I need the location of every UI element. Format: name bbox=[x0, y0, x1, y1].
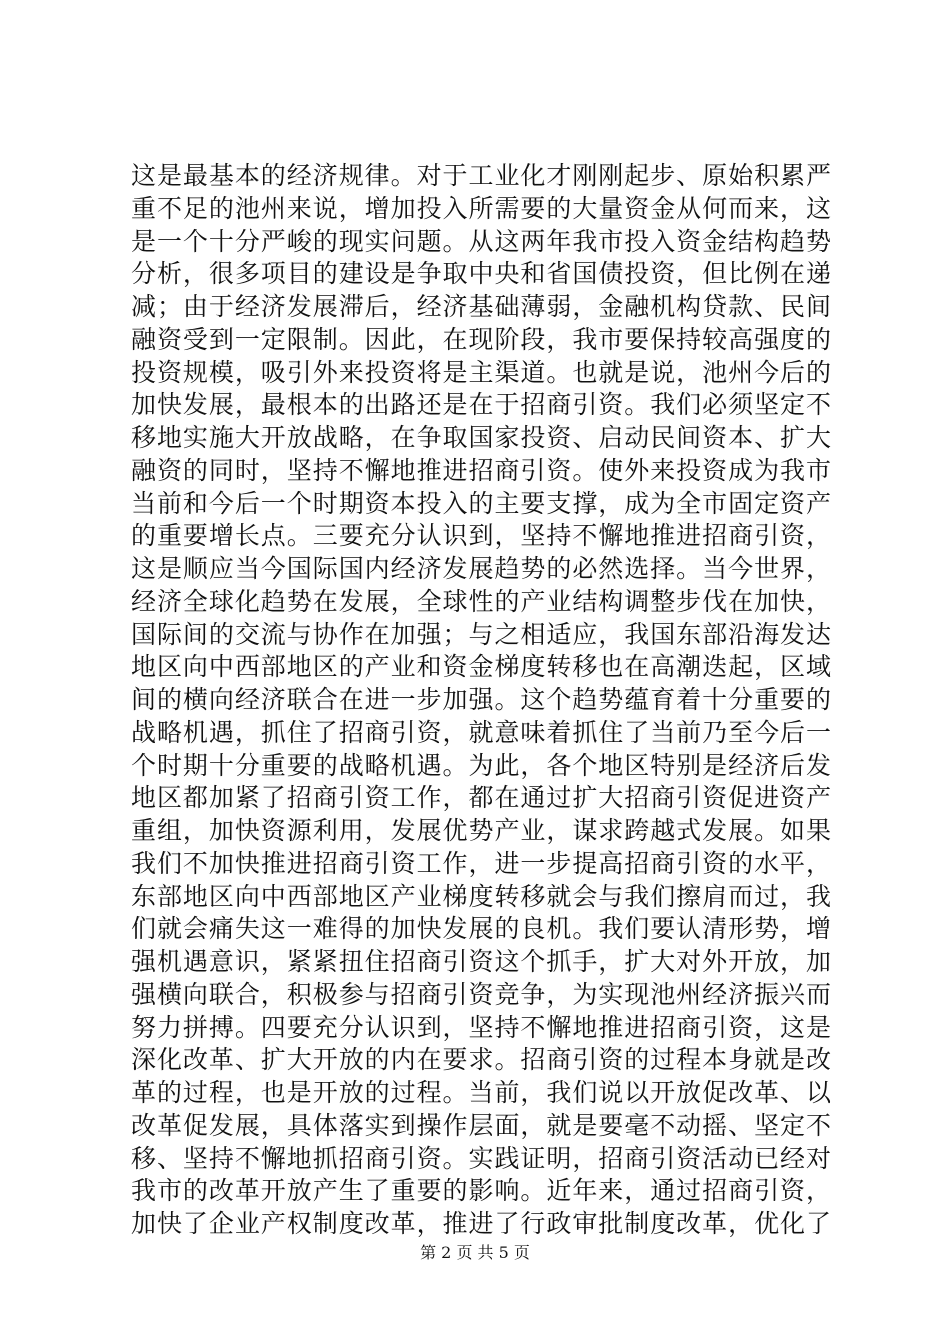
text-line: 加快发展，最根本的出路还是在于招商引资。我们必须坚定不 bbox=[131, 390, 831, 420]
text-line: 战略机遇，抓住了招商引资，就意味着抓住了当前乃至今后一 bbox=[131, 717, 831, 747]
text-line: 改革促发展，具体落实到操作层面，就是要毫不动摇、坚定不 bbox=[131, 1110, 831, 1140]
text-line: 加快了企业产权制度改革，推进了行政审批制度改革，优化了 bbox=[131, 1209, 831, 1238]
text-line: 重组，加快资源利用，发展优势产业，谋求跨越式发展。如果 bbox=[131, 816, 831, 845]
text-line: 融资的同时，坚持不懈地推进招商引资。使外来投资成为我市 bbox=[131, 455, 831, 485]
text-line: 努力拼搏。四要充分认识到，坚持不懈地推进招商引资，这是 bbox=[131, 1012, 831, 1042]
text-line: 移地实施大开放战略，在争取国家投资、启动民间资本、扩大 bbox=[131, 423, 831, 452]
text-line: 这是顺应当今国际国内经济发展趋势的必然选择。当今世界， bbox=[131, 554, 831, 583]
text-line: 这是最基本的经济规律。对于工业化才刚刚起步、原始积累严 bbox=[131, 161, 831, 190]
text-line: 的重要增长点。三要充分认识到，坚持不懈地推进招商引资， bbox=[131, 521, 831, 551]
text-line: 们就会痛失这一难得的加快发展的良机。我们要认清形势，增 bbox=[131, 914, 831, 944]
text-line: 间的横向经济联合在进一步加强。这个趋势蕴育着十分重要的 bbox=[131, 685, 831, 714]
text-line: 当前和今后一个时期资本投入的主要支撑，成为全市固定资产 bbox=[131, 488, 831, 518]
body-text bbox=[131, 160, 831, 1241]
text-line: 减；由于经济发展滞后，经济基础薄弱，金融机构贷款、民间 bbox=[131, 292, 831, 321]
page-footer bbox=[0, 1243, 950, 1263]
text-line: 地区都加紧了招商引资工作，都在通过扩大招商引资促进资产 bbox=[131, 783, 831, 813]
text-line: 投资规模，吸引外来投资将是主渠道。也就是说，池州今后的 bbox=[131, 357, 831, 387]
text-line: 我市的改革开放产生了重要的影响。近年来，通过招商引资， bbox=[131, 1176, 831, 1206]
text-line: 分析，很多项目的建设是争取中央和省国债投资，但比例在递 bbox=[131, 259, 831, 289]
text-line: 革的过程，也是开放的过程。当前，我们说以开放促改革、以 bbox=[131, 1078, 831, 1107]
text-line: 个时期十分重要的战略机遇。为此，各个地区特别是经济后发 bbox=[131, 750, 831, 780]
text-line: 融资受到一定限制。因此，在现阶段，我市要保持较高强度的 bbox=[131, 324, 831, 354]
text-line: 移、坚持不懈地抓招商引资。实践证明，招商引资活动已经对 bbox=[131, 1143, 831, 1173]
text-line: 经济全球化趋势在发展，全球性的产业结构调整步伐在加快， bbox=[131, 586, 831, 616]
text-line: 我们不加快推进招商引资工作，进一步提高招商引资的水平， bbox=[131, 848, 831, 878]
text-line: 重不足的池州来说，增加投入所需要的大量资金从何而来，这 bbox=[131, 193, 831, 223]
text-line: 强机遇意识，紧紧扭住招商引资这个抓手，扩大对外开放，加 bbox=[131, 947, 831, 976]
text-line: 国际间的交流与协作在加强；与之相适应，我国东部沿海发达 bbox=[131, 619, 831, 649]
text-line: 强横向联合，积极参与招商引资竞争，为实现池州经济振兴而 bbox=[131, 979, 831, 1009]
text-line: 东部地区向中西部地区产业梯度转移就会与我们擦肩而过，我 bbox=[131, 881, 831, 911]
text-line: 是一个十分严峻的现实问题。从这两年我市投入资金结构趋势 bbox=[131, 226, 831, 256]
text-line: 地区向中西部地区的产业和资金梯度转移也在高潮迭起，区域 bbox=[131, 652, 831, 682]
page-number: 第 2 页 共 5 页 bbox=[420, 1243, 530, 1262]
text-line: 深化改革、扩大开放的内在要求。招商引资的过程本身就是改 bbox=[131, 1045, 831, 1075]
